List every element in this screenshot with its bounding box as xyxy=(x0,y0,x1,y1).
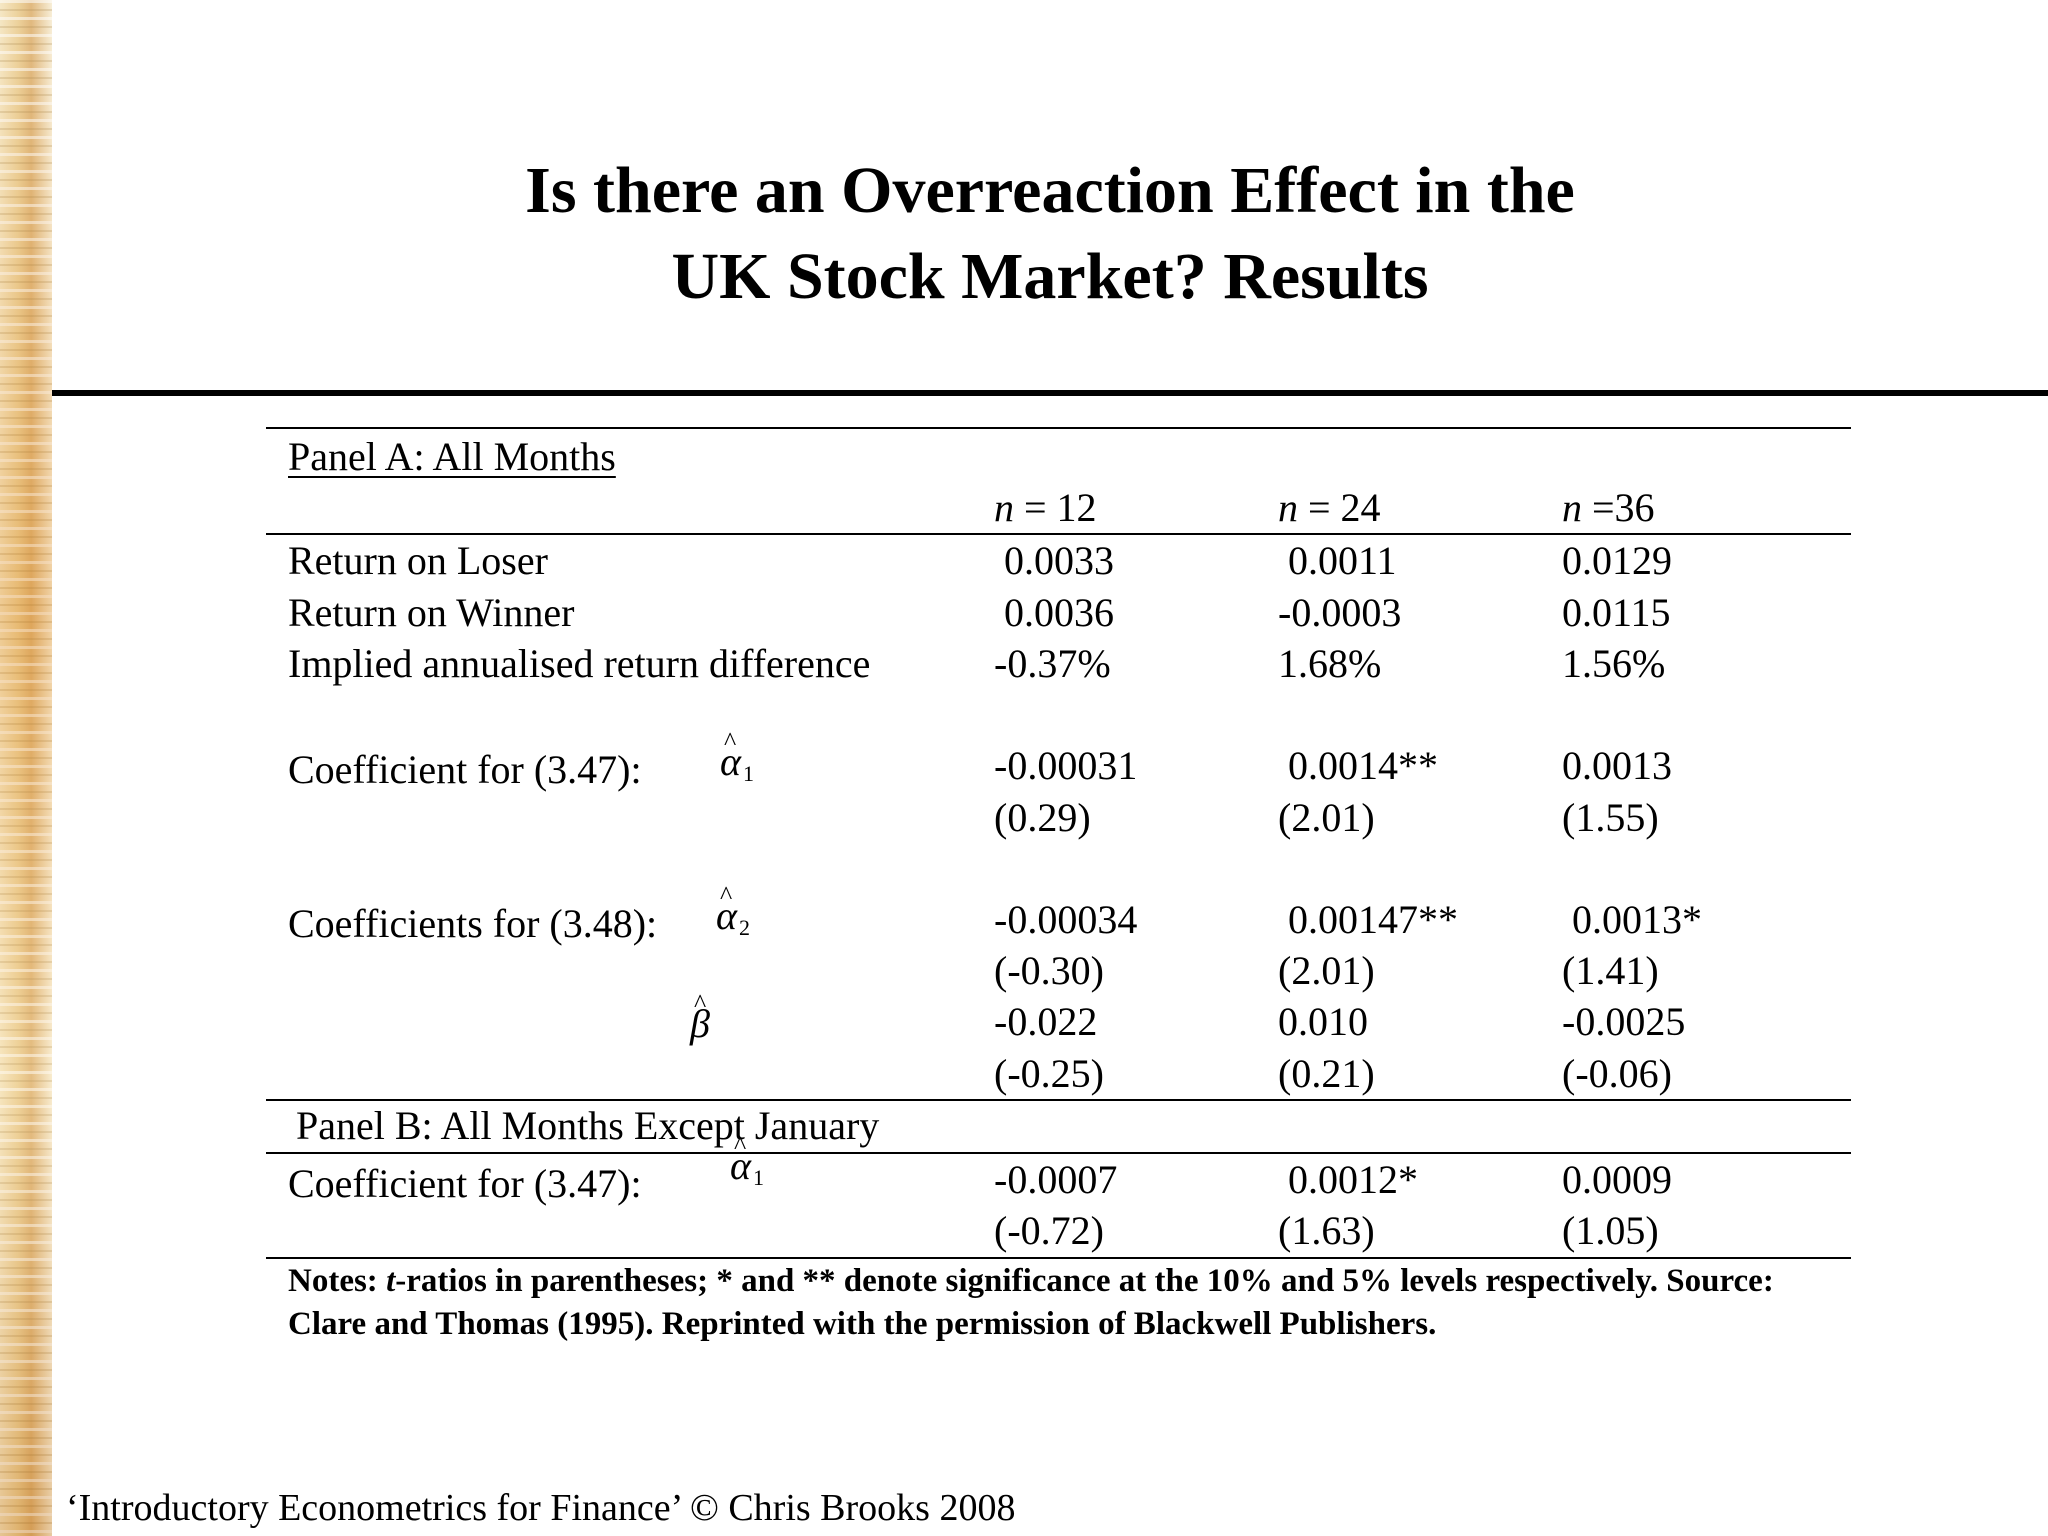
cell-coef347-n24: 0.0014** xyxy=(1288,743,1438,788)
header-n12: n = 12 xyxy=(994,485,1097,530)
decorative-side-stripe xyxy=(0,0,52,1536)
panel-b-top-rule xyxy=(266,1099,1851,1101)
table-bottom-rule xyxy=(266,1257,1851,1259)
row-label-panel-b-coef347: Coefficient for (3.47): xyxy=(288,1161,642,1206)
tstat-beta-n24: (0.21) xyxy=(1278,1051,1375,1096)
cell-beta-n36: -0.0025 xyxy=(1562,999,1686,1044)
tstat-panel-b-n24: (1.63) xyxy=(1278,1208,1375,1253)
row-label-implied: Implied annualised return difference xyxy=(288,641,871,686)
cell-implied-n24: 1.68% xyxy=(1278,641,1382,686)
cell-coef347-n12: -0.00031 xyxy=(994,743,1138,788)
row-label-loser: Return on Loser xyxy=(288,538,548,583)
slide-title xyxy=(52,148,2048,320)
panel-b-alpha1-hat-symbol: ^ $\alpha_1$ xyxy=(730,1146,764,1198)
table-top-rule xyxy=(266,427,1851,429)
tstat-beta-n12: (-0.25) xyxy=(994,1051,1104,1096)
cell-coef348-n36: 0.0013* xyxy=(1572,897,1702,942)
cell-panel-b-n36: 0.0009 xyxy=(1562,1157,1672,1202)
cell-panel-b-n24: 0.0012* xyxy=(1288,1157,1418,1202)
tstat-panel-b-n36: (1.05) xyxy=(1562,1208,1659,1253)
panel-b-header-rule xyxy=(266,1152,1851,1154)
footer-copyright: ‘Introductory Econometrics for Finance’ © Chris Brooks 2008 xyxy=(66,1487,1016,1529)
cell-implied-n12: -0.37% xyxy=(994,641,1111,686)
cell-panel-b-n12: -0.0007 xyxy=(994,1157,1118,1202)
cell-coef348-n12: -0.00034 xyxy=(994,897,1138,942)
cell-winner-n12: 0.0036 xyxy=(1004,590,1114,635)
cell-winner-n36: 0.0115 xyxy=(1562,590,1671,635)
cell-implied-n36: 1.56% xyxy=(1562,641,1666,686)
cell-beta-n12: -0.022 xyxy=(994,999,1098,1044)
cell-beta-n24: 0.010 xyxy=(1278,999,1368,1044)
row-label-winner: Return on Winner xyxy=(288,590,575,635)
alpha2-hat-symbol: ^ $\alpha_2$ xyxy=(716,896,750,948)
cell-coef347-n36: 0.0013 xyxy=(1562,743,1672,788)
slide-title-line-1: Is there an Overreaction Effect in the xyxy=(525,154,1575,227)
tstat-beta-n36: (-0.06) xyxy=(1562,1051,1672,1096)
panel-a-label: Panel A: All Months xyxy=(288,434,616,479)
table-notes: Notes: t-ratios in parentheses; * and ** denote significance at the 10% and 5% levels respectively. Source: Clare and Thomas (1995). Reprinted with the permission of Blackwell Publishers. xyxy=(288,1263,1774,1342)
cell-loser-n12: 0.0033 xyxy=(1004,538,1114,583)
tstat-coef348-n12: (-0.30) xyxy=(994,948,1104,993)
title-divider xyxy=(52,390,2048,396)
tstat-coef347-n24: (2.01) xyxy=(1278,795,1375,840)
cell-coef348-n24: 0.00147** xyxy=(1288,897,1458,942)
cell-winner-n24: -0.0003 xyxy=(1278,590,1402,635)
tstat-panel-b-n12: (-0.72) xyxy=(994,1208,1104,1253)
tstat-coef348-n36: (1.41) xyxy=(1562,948,1659,993)
header-n36: n =36 xyxy=(1562,485,1655,530)
tstat-coef347-n12: (0.29) xyxy=(994,795,1091,840)
slide-title-line-2: UK Stock Market? Results xyxy=(671,240,1429,313)
header-rule xyxy=(266,533,1851,535)
beta-hat-symbol: ^ β xyxy=(690,1004,710,1044)
header-n24: n = 24 xyxy=(1278,485,1381,530)
cell-loser-n36: 0.0129 xyxy=(1562,538,1672,583)
alpha1-hat-symbol: ^ $\alpha_1$ xyxy=(720,742,754,794)
panel-b-label: Panel B: All Months Except January xyxy=(296,1103,880,1148)
row-label-coef348: Coefficients for (3.48): xyxy=(288,901,658,946)
tstat-coef348-n24: (2.01) xyxy=(1278,948,1375,993)
tstat-coef347-n36: (1.55) xyxy=(1562,795,1659,840)
row-label-coef347: Coefficient for (3.47): xyxy=(288,747,642,792)
cell-loser-n24: 0.0011 xyxy=(1288,538,1397,583)
